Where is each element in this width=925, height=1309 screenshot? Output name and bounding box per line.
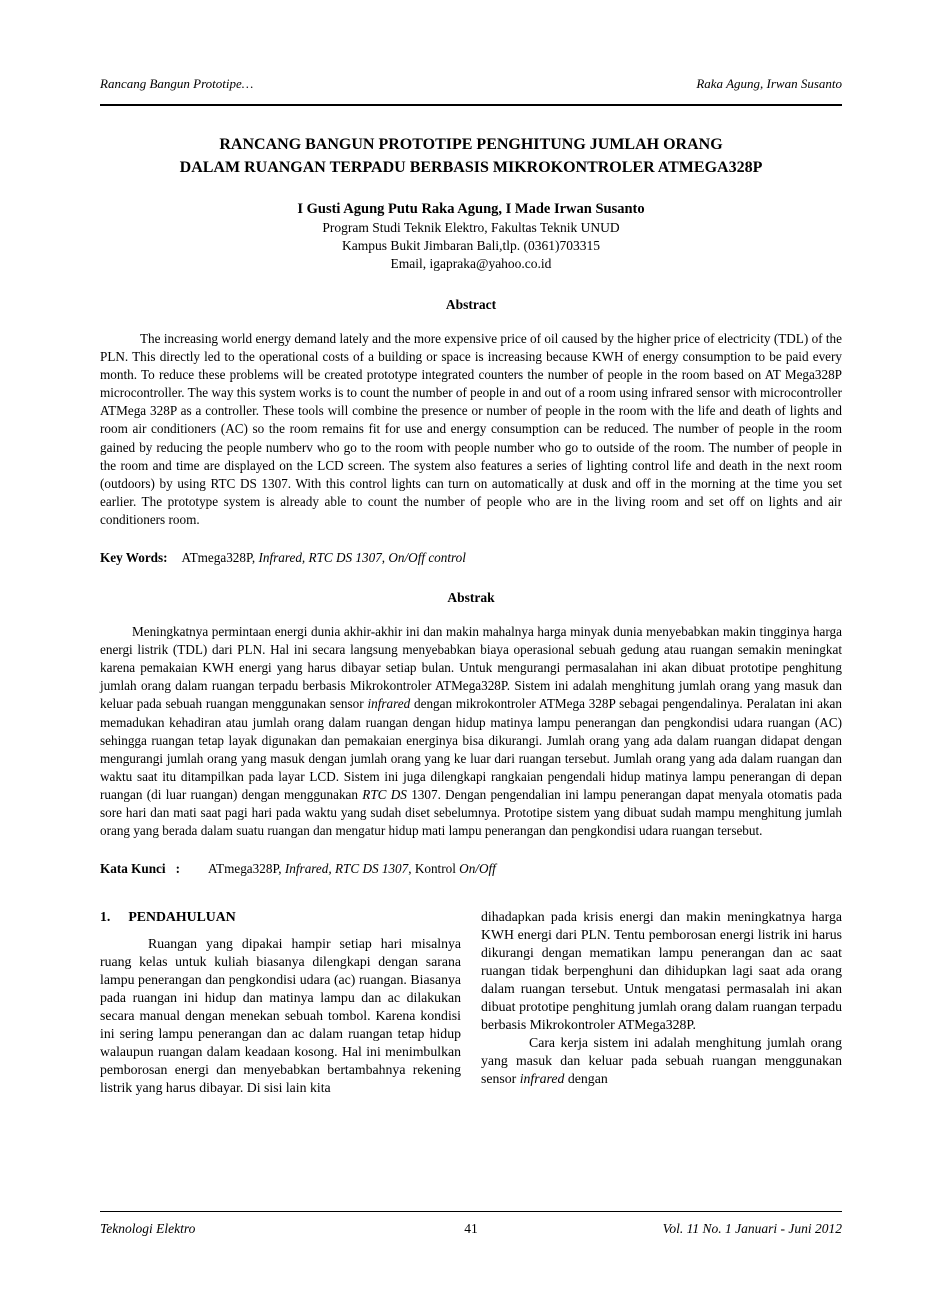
- section-1-heading: [100, 908, 461, 926]
- two-column-section: [100, 908, 842, 1097]
- page-body: [100, 0, 842, 1097]
- footer-page-number: 41: [464, 1221, 478, 1236]
- author-affiliation: Program Studi Teknik Elektro, Fakultas Teknik UNUD: [322, 220, 620, 235]
- footer-rule: [100, 1211, 842, 1212]
- author-names: I Gusti Agung Putu Raka Agung, I Made Irwan Susanto: [297, 201, 645, 217]
- column-right: [481, 908, 842, 1097]
- section-1-title: PENDAHULUAN: [128, 909, 236, 925]
- keywords-id-colon: :: [175, 861, 180, 877]
- abstract-en-body: The increasing world energy demand lately and the more expensive price of oil caused by the higher price of electricity (TDL) of the PLN. This directly led to the operational costs of a building or space is increasing because KWH of energy consumption to be paid every month. To reduce these problems will be created prototype integrated counters the number of people in the room based on AT Mega328P microcontroller. The way this system works is to count the number of people in and out of a room using infrared sensor with microcontroller ATMega 328P as a controller. These tools will combine the presence or number of people in the room with the life and death of lights and room air conditioners (AC) so the room remains fit for use and energy consumption can be reduced. The number of people in the room gained by reducing the people numberv who go to the room with people number who go to outside of the room. The number of people in the room and time are displayed on the LCD screen. The system also features a series of lighting control life and death in the next room (outdoors) by using RTC DS 1307. With this control lights can turn on automatically at dusk and off in the morning at the time you set earlier. The prototype system is already able to count the number of people who are in the living room and set off on lights and air conditioners room.: [100, 331, 842, 527]
- abstract-id-heading: Abstrak: [447, 590, 495, 606]
- intro-paragraph-left: Ruangan yang dipakai hampir setiap hari misalnya ruang kelas untuk kuliah biasanya dilengkapi dengan sarana lampu penerangan dan pengkondisi udara (ac) ruangan. Biasanya pada ruangan ini hidup dan matinya lampu dan ac dilakukan secara manual dengan menekan sebuah tombol. Karena kondisi ini sering lampu penerangan dan ac dalam ruangan tetap hidup walaupun ruangan dalam keadaan kosong. Hal ini menimbulkan pemborosan energi dan menyebabkan bertambahnya rekening listrik yang harus dibayar. Di sisi lain kita: [100, 936, 461, 1096]
- abstract-id-body: Meningkatnya permintaan energi dunia akhir-akhir ini dan makin mahalnya harga minyak dunia menyebabkan makin tingginya harga energi listrik (TDL) dari PLN. Hal ini secara langsung menyebabkan biaya operasional sebuah gedung atau ruangan semakin meningkat karena pemakaian KWH energi yang harus dibayar setiap bulan. Untuk mengurangi permasalahan ini akan dibuat prototipe penghitung jumlah orang dalam ruangan terpadu berbasis Mikrokontroler ATMega328P. Sistem ini adalah menghitung jumlah orang yang masuk dan keluar pada sebuah ruangan menggunakan sensor infrared dengan mikrokontroler ATMega 328P sebagai pengendalinya. Peralatan ini akan memadukan kehadiran atau jumlah orang dalam ruangan dengan hidup matinya lampu penerangan dan pengkondisi udara ruangan (AC) sehingga ruangan tetap layak digunakan dan pemakaian energinya bisa dikurangi. Jumlah orang yang ada dalam ruangan didapat dengan mengurangi jumlah orang yang masuk dengan jumlah orang yang ke luar dari ruangan tersebut. Jumlah orang yang ada dalam ruangan dan waktu saat itu ditampilkan pada layar LCD. Sistem ini juga dilengkapi rangkaian pengendali hidup matinya lampu penerangan di depan ruangan (di luar ruangan) dengan menggunakan RTC DS 1307. Dengan pengendalian ini lampu penerangan dapat menyala otomatis pada sore hari dan mati saat pagi hari pada waktu yang sudah diset sebelumnya. Prototipe sistem yang dibuat sudah mampu menghitung jumlah orang yang berada dalam suatu ruangan dan mengatur hidup mati lampu penerangan dan pengkondisi udara ruangan tersebut.: [100, 624, 843, 839]
- running-header-left: Rancang Bangun Prototipe…: [100, 76, 254, 91]
- author-address: Kampus Bukit Jimbaran Bali,tlp. (0361)703315: [342, 238, 600, 253]
- running-header-right: Raka Agung, Irwan Susanto: [696, 76, 842, 91]
- footer-row: [100, 1221, 842, 1237]
- page-footer: [100, 1211, 842, 1237]
- footer-journal-name: Teknologi Elektro: [100, 1221, 196, 1236]
- paper-title-line1: RANCANG BANGUN PROTOTIPE PENGHITUNG JUMLAH ORANG: [219, 136, 723, 153]
- author-block: [100, 200, 842, 273]
- keywords-en-text: ATmega328P, Infrared, RTC DS 1307, On/Off control: [181, 550, 466, 566]
- author-email: Email, igapraka@yahoo.co.id: [390, 256, 552, 271]
- running-header: [100, 76, 842, 92]
- keywords-id-line: [100, 861, 842, 877]
- column-left: [100, 908, 461, 1097]
- intro-paragraph-right-1: dihadapkan pada krisis energi dan makin meningkatnya harga KWH energi dari PLN. Tentu pemborosan energi listrik ini harus dikurangi dengan mematikan lampu penerangan dan ac saat ruangan tidak berpenghuni dan dihidupkan lagi saat ada orang dalam ruangan tersebut. Untuk mengatasi permasalah ini akan dibuat prototipe penghitung jumlah orang dalam ruangan terpadu berbasis Mikrokontroler ATMega328P.: [481, 909, 842, 1033]
- header-rule: [100, 104, 842, 106]
- footer-volume-info: Vol. 11 No. 1 Januari - Juni 2012: [662, 1221, 842, 1236]
- keywords-en-label: Key Words:: [100, 550, 168, 566]
- keywords-id-label: Kata Kunci: [100, 861, 166, 877]
- keywords-en-line: [100, 550, 842, 566]
- paper-title: [100, 133, 842, 179]
- paper-title-line2: DALAM RUANGAN TERPADU BERBASIS MIKROKONTROLER ATMEGA328P: [179, 159, 763, 176]
- keywords-id-text: ATmega328P, Infrared, RTC DS 1307, Kontrol On/Off: [207, 861, 496, 877]
- section-1-number: 1.: [100, 909, 111, 925]
- intro-paragraph-right-2: Cara kerja sistem ini adalah menghitung jumlah orang yang masuk dan keluar pada sebuah ruangan menggunakan sensor infrared dengan: [481, 1035, 842, 1087]
- abstract-en-heading: Abstract: [445, 297, 497, 312]
